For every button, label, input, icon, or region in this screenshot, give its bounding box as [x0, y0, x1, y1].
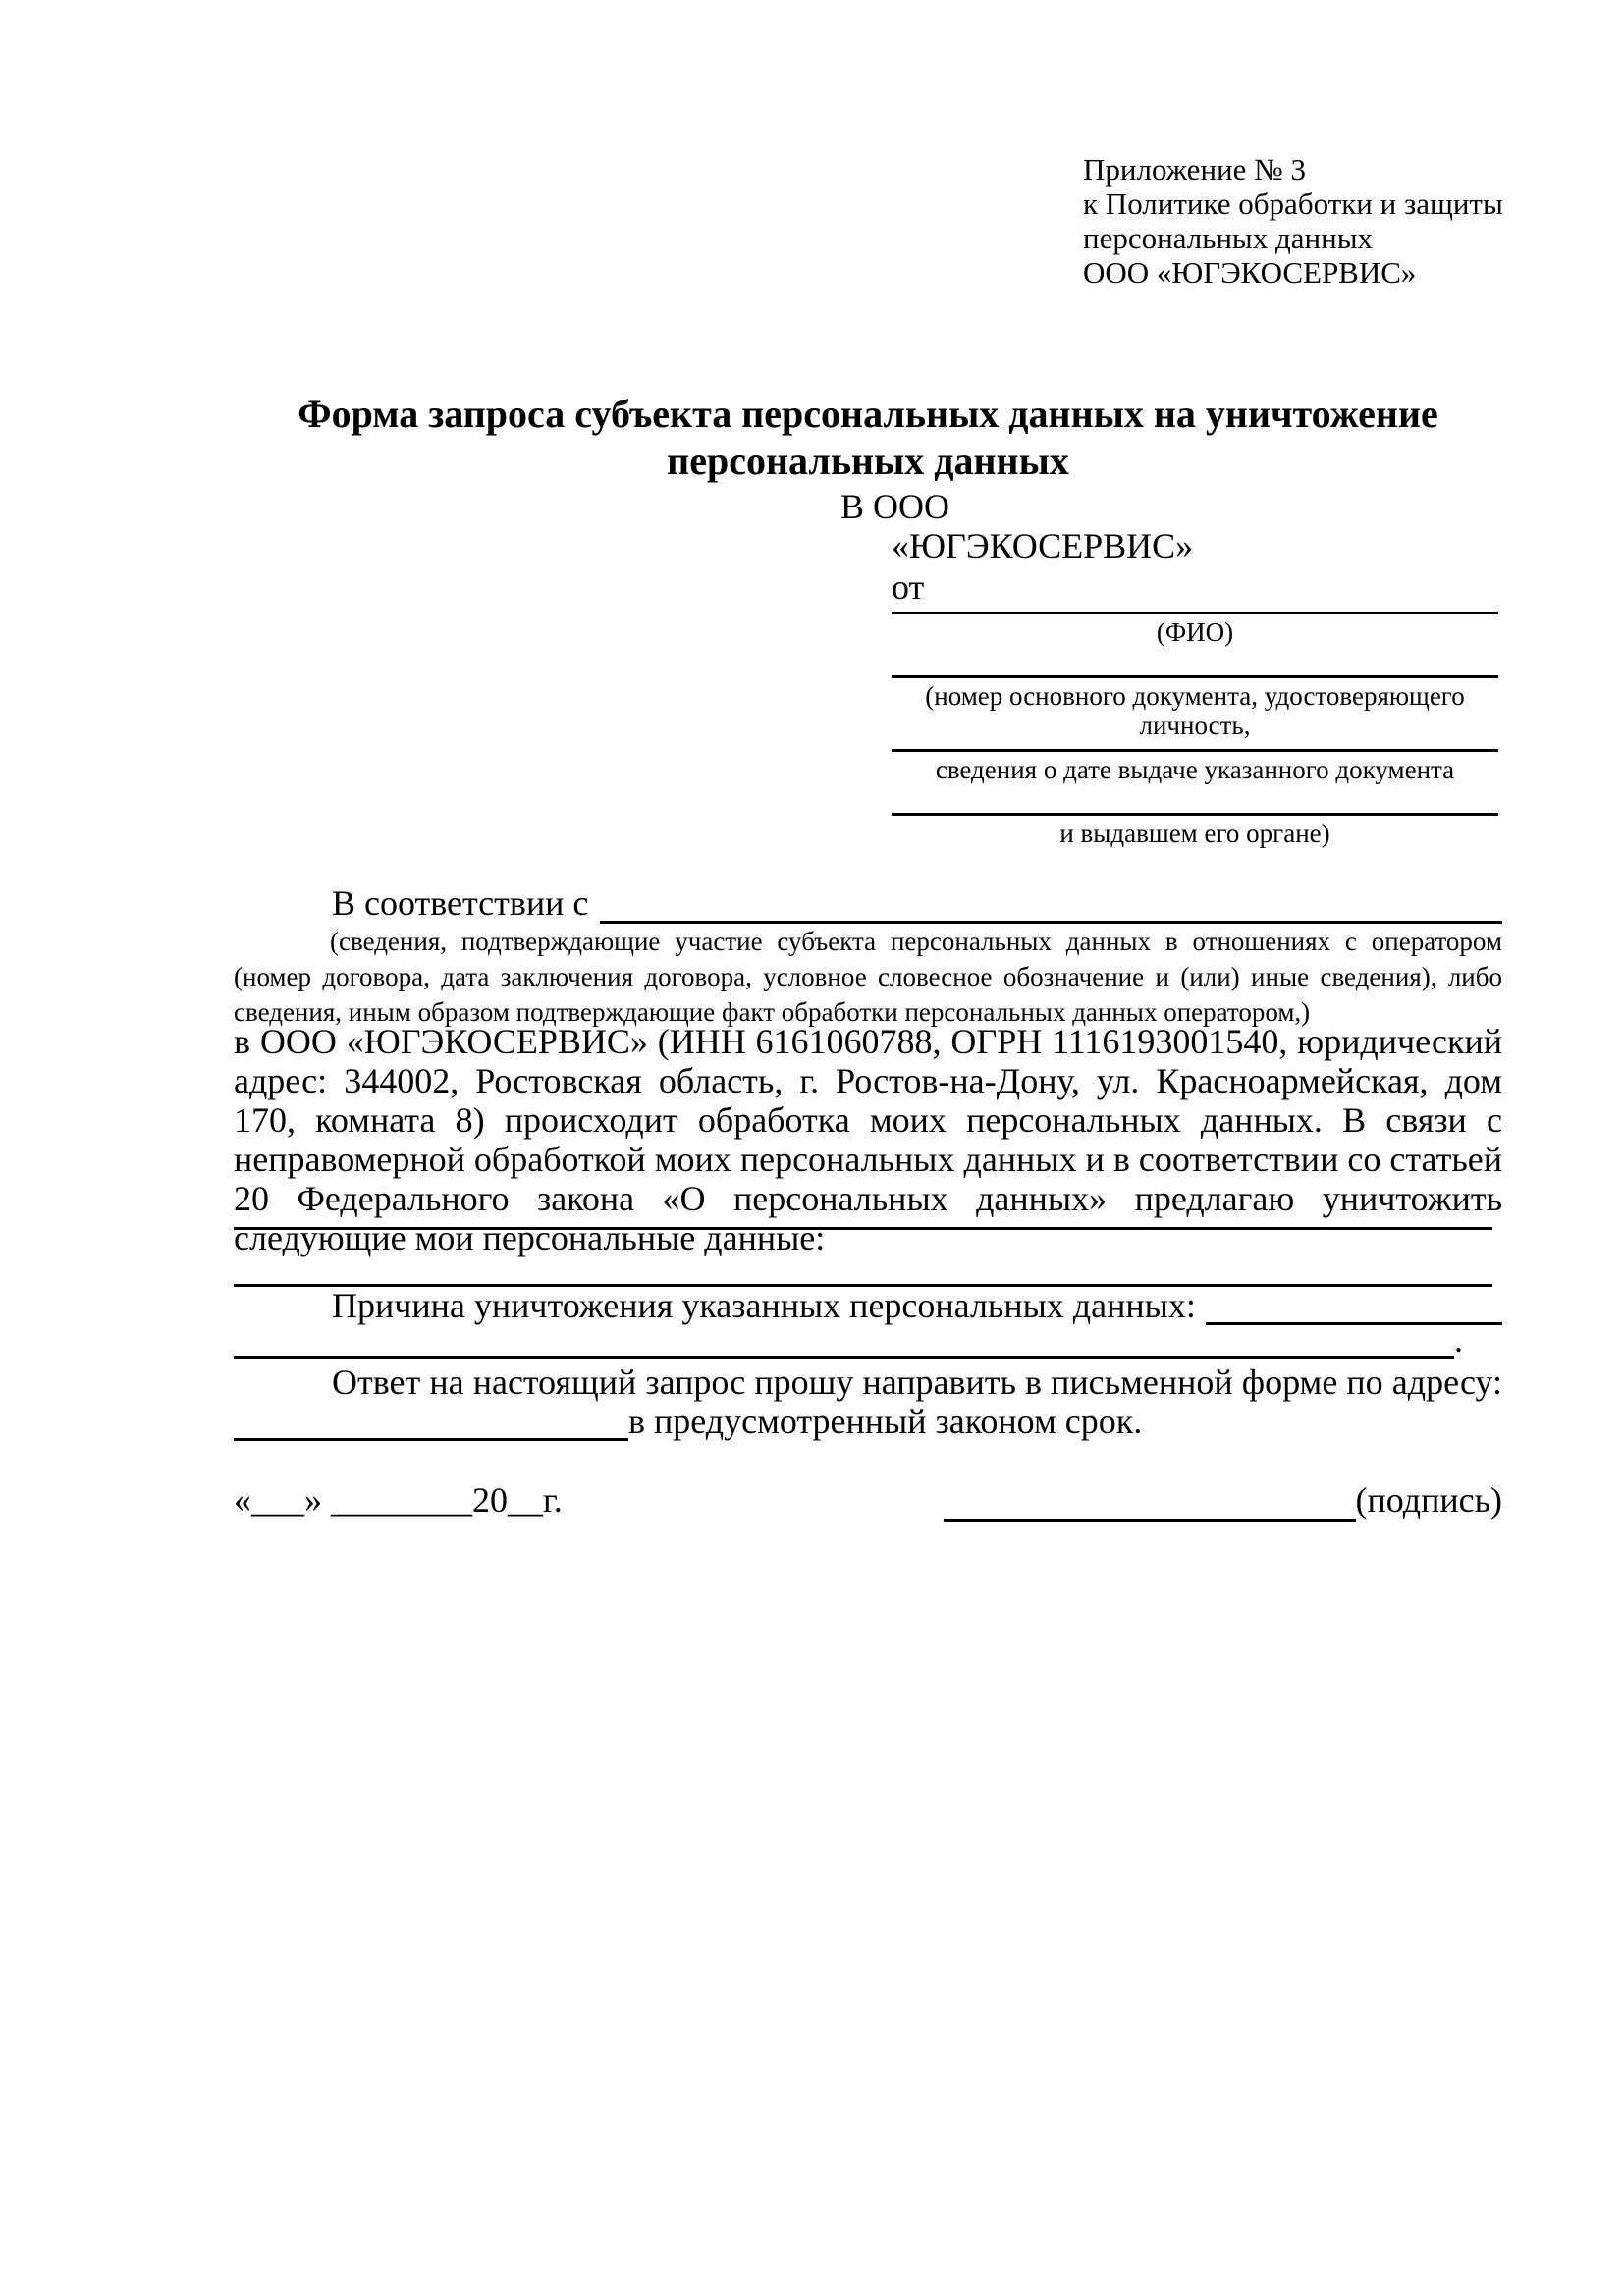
document-title: Форма запроса субъекта персональных данных на уничтожение персональных данных: [298, 392, 1438, 483]
appendix-line: Приложение № 3: [1083, 152, 1306, 187]
field-caption-document-number: (номер основного документа, удостоверяющего личность,: [925, 681, 1465, 740]
appendix-line: ООО «ЮГЭКОСЕРВИС»: [1083, 255, 1417, 290]
signature-area: [944, 1478, 1502, 1522]
reason-row: [234, 1286, 1502, 1325]
signature-blank-line: [944, 1484, 1356, 1522]
addressee-to-prefix: В ООО: [840, 487, 950, 526]
signature-caption: (подпись): [1355, 1480, 1502, 1520]
addressee-from-label: от: [892, 567, 925, 607]
field-caption-issuing-authority: и выдавшем его органе): [1059, 819, 1330, 848]
reason-label: Причина уничтожения указанных персональных данных:: [332, 1286, 1196, 1325]
appendix-line: персональных данных: [1083, 221, 1374, 255]
field-line-document-number: [892, 675, 1498, 678]
response-term-label: в предусмотренный законом срок.: [628, 1402, 1143, 1441]
lead-in-row: [234, 882, 1502, 924]
address-blank-line: [234, 1406, 628, 1441]
field-line-fio: [892, 612, 1498, 614]
field-caption-fio: (ФИО): [1156, 617, 1234, 647]
date-signature-row: [234, 1478, 1502, 1522]
reason-continuation-blank-line: [234, 1325, 1454, 1359]
addressee-org: «ЮГЭКОСЕРВИС»: [892, 526, 1194, 565]
explanatory-note: (сведения, подтверждающие участие субъекта персональных данных в отношениях с оператором (номер договора, дата заключения договора, условное словесное обозначение и (или) иные сведения), либо сведения, иным образом подтверждающие факт обработки персональных данных оператором,): [234, 927, 1502, 1027]
lead-in-blank-line: [600, 887, 1502, 924]
blank-line-1: [234, 1227, 1492, 1230]
main-paragraph: в ООО «ЮГЭКОСЕРВИС» (ИНН 6161060788, ОГРН 1116193001540, юридический адрес: 344002, Ростовская область, г. Ростов-на-Дону, ул. Красноармейская, дом 170, комната 8) происходит обработка моих персональных данных. В связи с неправомерной обработкой моих персональных данных и в соответствии со статьей 20 Федерального закона «О персональных данных» предлагаю уничтожить следующие мои персональные данные:: [234, 1022, 1502, 1257]
date-blank-line: «___» ________20__г.: [234, 1480, 563, 1520]
response-address-row: [234, 1402, 1502, 1441]
field-line-issuing-authority: [892, 813, 1498, 816]
reason-continuation-row: [234, 1321, 1463, 1359]
line-terminator: .: [1454, 1320, 1463, 1360]
appendix-line: к Политике обработки и защиты: [1083, 187, 1503, 221]
response-request-line: Ответ на настоящий запрос прошу направить в письменной форме по адресу:: [332, 1362, 1502, 1402]
field-caption-issue-date: сведения о дате выдаче указанного документа: [935, 755, 1455, 784]
appendix-header: [1083, 152, 1503, 290]
field-line-issue-date: [892, 749, 1498, 752]
lead-in-label: В соответствии с: [332, 883, 589, 923]
